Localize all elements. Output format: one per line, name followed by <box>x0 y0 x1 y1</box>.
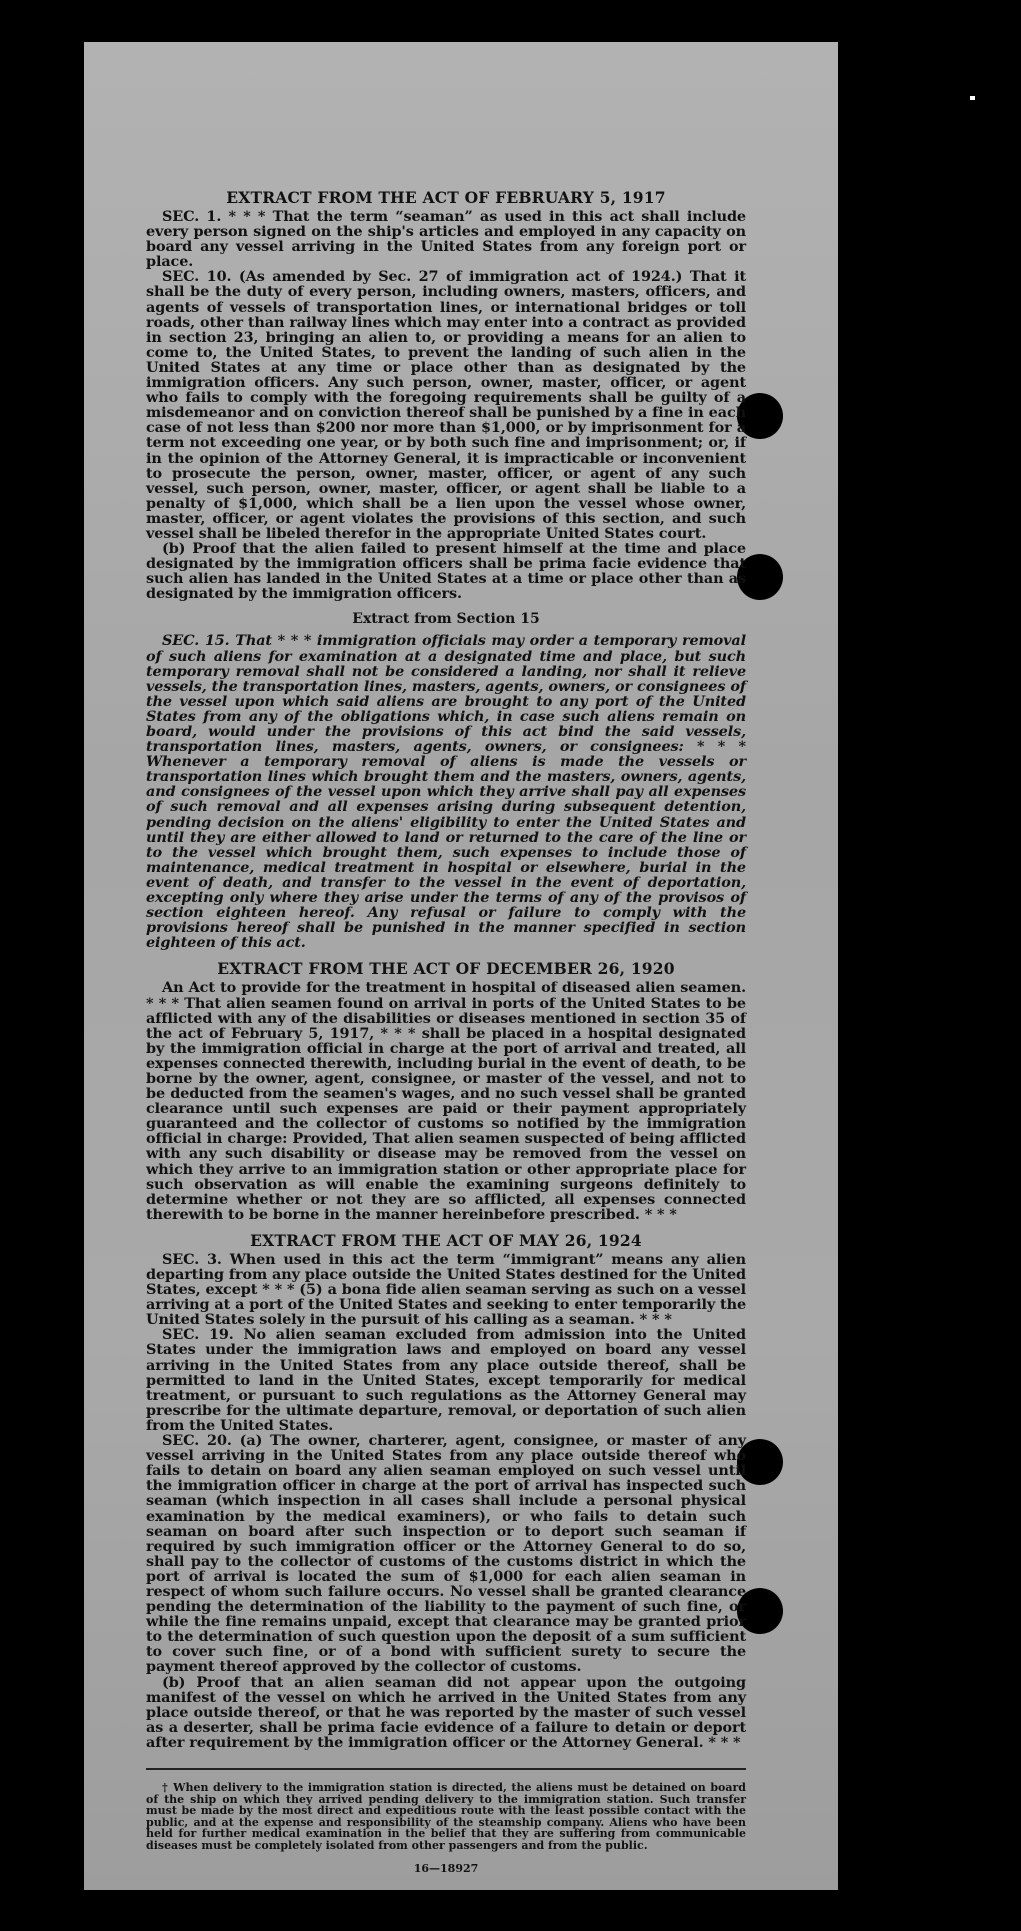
section-heading: EXTRACT FROM THE ACT OF FEBRUARY 5, 1917 <box>226 188 666 207</box>
paragraph: SEC. 3. When used in this act the term “immigrant” means any alien departing from any place outside the United States destined for the United States, except * * * (5) a bona fide alien seaman serving as such on a vessel arriving at a port of the United States and seeking to enter temporarily the United States solely in the pursuit of his calling as a seaman. * * * <box>146 1250 746 1329</box>
scan-speck <box>970 96 975 100</box>
section-15-extract <box>146 609 746 950</box>
paragraph: SEC. 1. * * * That the term “seaman” as used in this act shall include every person signed on the ship's articles and employed in any capacity on board any vessel arriving in the United States from any foreign port or place. <box>146 208 746 271</box>
section-subheading: Extract from Section 15 <box>352 611 540 628</box>
section-act-1917 <box>146 187 746 601</box>
section-act-1920 <box>146 958 746 1222</box>
form-number: 16—18927 <box>413 1861 479 1875</box>
footnote: † When delivery to the immigration station is directed, the aliens must be detained on board of the ship on which they arrived pending delivery to the immigration station. Such transfer must be made by the most direct and expeditious route with the least possible contact with the public, and at the expense and responsibility of the steamship company. Aliens who have been held for further medical examination in the belief that they are suffering from communicable diseases must be completely isolated from other passengers and from the public. <box>146 1781 746 1852</box>
footnote-divider <box>146 1768 746 1770</box>
paragraph: SEC. 19. No alien seaman excluded from admission into the United States under the immigration laws and employed on board any vessel arriving in the United States from any place outside thereof, shall be permitted to land in the United States, except temporarily for medical treatment, or pursuant to such regulations as the Attorney General may prescribe for the ultimate departure, removal, or deportation of such alien from the United States. <box>146 1326 746 1434</box>
paragraph: (b) Proof that the alien failed to present himself at the time and place designated by the immigration officers shall be prima facie evidence that such alien has landed in the United States at a time or place other than as designated by the immigration officers. <box>146 540 746 603</box>
paragraph: An Act to provide for the treatment in hospital of diseased alien seamen. * * * That alien seamen found on arrival in ports of the United States to be afflicted with any of the disabilities or diseases mentioned in section 35 of the act of February 5, 1917, * * * shall be placed in a hospital designated by the immigration official in charge at the port of arrival and treated, all expenses connected therewith, including burial in the event of death, to be borne by the owner, agent, consignee, or master of the vessel, and not to be deducted from the seamen's wages, and no such vessel shall be granted clearance until such expenses are paid or their payment appropriately guaranteed and the collector of customs so notified by the immigration official in charge: Provided, That alien seamen suspected of being afflicted with any such disability or disease may be removed from the vessel on which they arrive to an immigration station or other appropriate place for such observation as will enable the examining surgeons definitely to determine whether or not they are so afflicted, all expenses connected therewith to be borne in the manner hereinbefore prescribed. * * * <box>146 979 746 1223</box>
paragraph: SEC. 20. (a) The owner, charterer, agent, consignee, or master of any vessel arriving in the United States from any place outside thereof who fails to detain on board any alien seaman employed on such vessel until the immigration officer in charge at the port of arrival has inspected such seaman (which inspection in all cases shall include a personal physical examination by the medical examiners), or who fails to detain such seaman on board after such inspection or to deport such seaman if required by such immigration officer or the Attorney General to do so, shall pay to the collector of customs of the customs district in which the port of arrival is located the sum of $1,000 for each alien seaman in respect of whom such failure occurs. No vessel shall be granted clearance pending the determination of the liability to the payment of such fine, or while the fine remains unpaid, except that clearance may be granted prior to the determination of such question upon the deposit of a sum sufficient to cover such fine, or of a bond with sufficient surety to secure the payment thereof approved by the collector of customs. <box>146 1432 746 1676</box>
section-heading: EXTRACT FROM THE ACT OF MAY 26, 1924 <box>250 1230 642 1250</box>
paragraph: SEC. 10. (As amended by Sec. 27 of immigration act of 1924.) That it shall be the duty of every person, including owners, masters, officers, and agents of vessels of transportation lines, or international bridges or toll roads, other than railway lines which may enter into a contract as provided in section 23, bringing an alien to, or providing a means for an alien to come to, the United States, to prevent the landing of such alien in the United States at any time or place other than as designated by the immigration officers. Any such person, owner, master, officer, or agent who fails to comply with the foregoing requirements shall be guilty of a misdemeanor and on conviction thereof shall be punished by a fine in each case of not less than $200 nor more than $1,000, or by imprisonment for a term not exceeding one year, or by both such fine and imprisonment; or, if in the opinion of the Attorney General, it is impracticable or inconvenient to prosecute the person, owner, master, officer, or agent of any such vessel, such person, owner, master, officer, or agent shall be liable to a penalty of $1,000, which shall be a lien upon the vessel whose owner, master, officer, or agent violates the provisions of this section, and such vessel shall be libeled therefor in the appropriate United States court. <box>146 268 746 542</box>
paragraph: (b) Proof that an alien seaman did not appear upon the outgoing manifest of the vessel on which he arrived in the United States from any place outside thereof, or that he was reported by the master of such vessel as a deserter, shall be prima facie evidence of a failure to detain or deport after requirement by the immigration officer or the Attorney General. * * * <box>146 1673 746 1751</box>
document-page <box>84 42 838 1890</box>
paragraph: SEC. 15. That * * * immigration officials may order a temporary removal of such aliens for examination at a designated time and place, but such temporary removal shall not be considered a landing, nor shall it relieve vessels, the transportation lines, masters, agents, owners, or consignees of the vessel upon which said aliens are brought to any port of the United States from any of the obligations which, in case such aliens remain on board, would under the provisions of this act bind the said vessels, transportation lines, masters, agents, owners, or consignees: * * * Whenever a temporary removal of aliens is made the vessels or transportation lines which brought them and the masters, owners, agents, and consignees of the vessel upon which they arrive shall pay all expenses of such removal and all expenses arising during subsequent detention, pending decision on the aliens' eligibility to enter the United States and until they are either allowed to land or returned to the care of the line or to the vessel which brought them, such expenses to include those of maintenance, medical treatment in hospital or elsewhere, burial in the event of death, and transfer to the vessel in the event of deportation, excepting only where they arise under the terms of any of the provisos of section eighteen hereof. Any refusal or failure to comply with the provisions hereof shall be punished in the manner specified in section eighteen of this act. <box>146 632 746 952</box>
document-body <box>146 187 746 1875</box>
section-act-1924 <box>146 1230 746 1750</box>
section-heading: EXTRACT FROM THE ACT OF DECEMBER 26, 1920 <box>217 959 675 979</box>
